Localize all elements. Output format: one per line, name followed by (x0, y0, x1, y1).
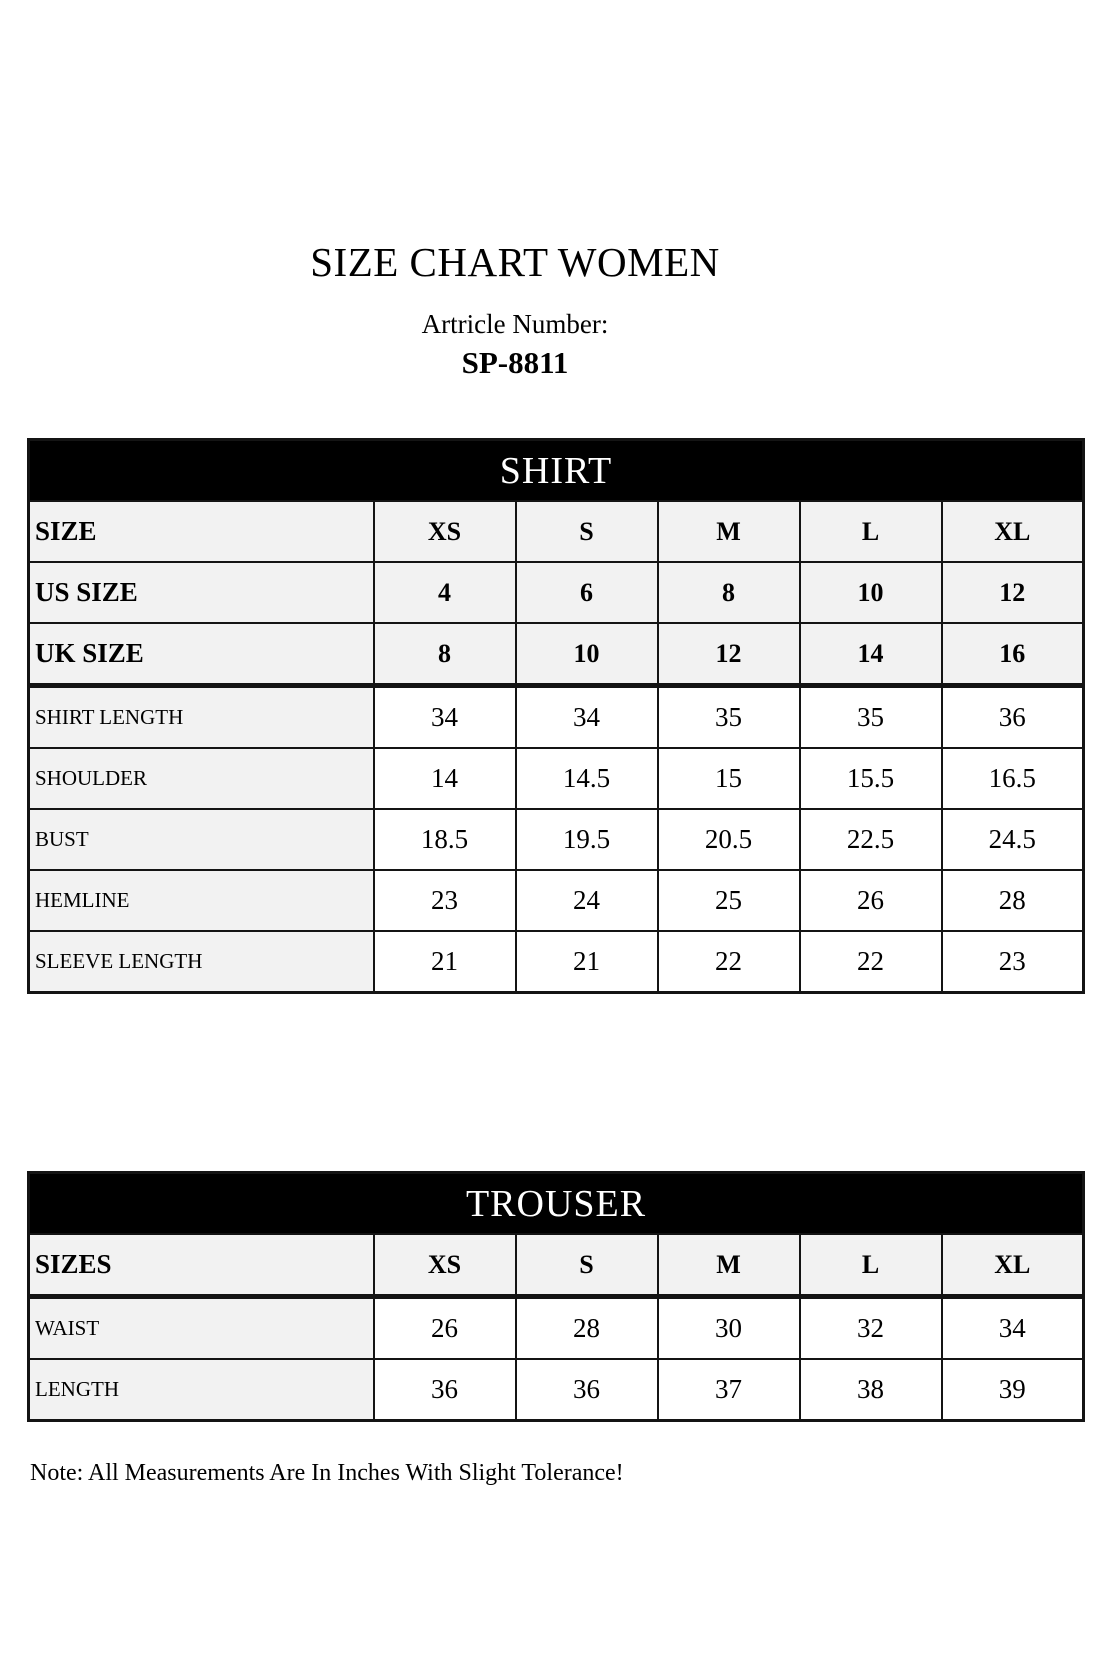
measurement-cell: 26 (374, 1297, 516, 1360)
measurement-cell: 21 (516, 931, 658, 993)
size-header-row (29, 1234, 1084, 1297)
measurement-row (29, 1297, 1084, 1360)
size-header-cell: M (658, 1234, 800, 1297)
measurement-cell: 36 (374, 1359, 516, 1421)
measurement-cell: 35 (658, 686, 800, 749)
measurement-cell: 23 (374, 870, 516, 931)
size-header-row (29, 501, 1084, 562)
row-label: US SIZE (29, 562, 374, 623)
measurement-cell: 19.5 (516, 809, 658, 870)
article-number-label: Artricle Number: (421, 309, 609, 339)
measurement-cell: 36 (516, 1359, 658, 1421)
size-header-cell: 8 (658, 562, 800, 623)
measurement-cell: 28 (516, 1297, 658, 1360)
row-label: SHOULDER (29, 748, 374, 809)
row-label: SLEEVE LENGTH (29, 931, 374, 993)
measurement-cell: 39 (942, 1359, 1084, 1421)
size-header-cell: L (800, 501, 942, 562)
row-label: SIZES (29, 1234, 374, 1297)
size-header-cell: 10 (800, 562, 942, 623)
measurement-cell: 35 (800, 686, 942, 749)
row-label: LENGTH (29, 1359, 374, 1421)
row-label: HEMLINE (29, 870, 374, 931)
document-heading (0, 0, 1070, 378)
measurement-cell: 38 (800, 1359, 942, 1421)
size-header-row (29, 562, 1084, 623)
measurement-cell: 22 (658, 931, 800, 993)
shirt-table-title: SHIRT (29, 440, 1084, 502)
table-title-row (29, 440, 1084, 502)
row-label: SHIRT LENGTH (29, 686, 374, 749)
size-header-cell: S (516, 501, 658, 562)
measurement-cell: 18.5 (374, 809, 516, 870)
measurement-cell: 23 (942, 931, 1084, 993)
size-header-cell: 8 (374, 623, 516, 686)
measurement-cell: 37 (658, 1359, 800, 1421)
measurement-row (29, 870, 1084, 931)
row-label: BUST (29, 809, 374, 870)
size-header-cell: 10 (516, 623, 658, 686)
measurement-cell: 14 (374, 748, 516, 809)
trouser-size-table (27, 1171, 1085, 1422)
measurement-cell: 25 (658, 870, 800, 931)
row-label: SIZE (29, 501, 374, 562)
measurement-cell: 22.5 (800, 809, 942, 870)
measurement-cell: 21 (374, 931, 516, 993)
size-header-cell: L (800, 1234, 942, 1297)
measurement-row (29, 748, 1084, 809)
measurement-cell: 20.5 (658, 809, 800, 870)
measurement-cell: 15.5 (800, 748, 942, 809)
size-header-cell: XS (374, 501, 516, 562)
size-header-row (29, 623, 1084, 686)
size-header-cell: M (658, 501, 800, 562)
measurement-cell: 30 (658, 1297, 800, 1360)
measurement-cell: 24 (516, 870, 658, 931)
measurement-cell: 34 (516, 686, 658, 749)
size-header-cell: 12 (942, 562, 1084, 623)
size-header-cell: 12 (658, 623, 800, 686)
size-header-cell: XL (942, 501, 1084, 562)
size-header-cell: 4 (374, 562, 516, 623)
measurement-row (29, 686, 1084, 749)
page-title: SIZE CHART WOMEN (310, 239, 720, 285)
trouser-table-title: TROUSER (29, 1173, 1084, 1235)
measurement-cell: 15 (658, 748, 800, 809)
measurement-row (29, 1359, 1084, 1421)
measurement-cell: 22 (800, 931, 942, 993)
measurement-cell: 26 (800, 870, 942, 931)
row-label: UK SIZE (29, 623, 374, 686)
measurement-cell: 28 (942, 870, 1084, 931)
measurement-cell: 14.5 (516, 748, 658, 809)
measurement-cell: 34 (942, 1297, 1084, 1360)
size-header-cell: XS (374, 1234, 516, 1297)
article-number-value: SP-8811 (461, 345, 569, 380)
measurement-cell: 32 (800, 1297, 942, 1360)
table-title-row (29, 1173, 1084, 1235)
row-label: WAIST (29, 1297, 374, 1360)
size-header-cell: 16 (942, 623, 1084, 686)
size-header-cell: XL (942, 1234, 1084, 1297)
size-header-cell: 6 (516, 562, 658, 623)
size-header-cell: 14 (800, 623, 942, 686)
size-header-cell: S (516, 1234, 658, 1297)
measurement-row (29, 809, 1084, 870)
measurement-note: Note: All Measurements Are In Inches With Slight Tolerance! (30, 1460, 624, 1486)
measurement-cell: 24.5 (942, 809, 1084, 870)
measurement-cell: 34 (374, 686, 516, 749)
measurement-cell: 16.5 (942, 748, 1084, 809)
measurement-cell: 36 (942, 686, 1084, 749)
measurement-row (29, 931, 1084, 993)
shirt-size-table (27, 438, 1085, 994)
